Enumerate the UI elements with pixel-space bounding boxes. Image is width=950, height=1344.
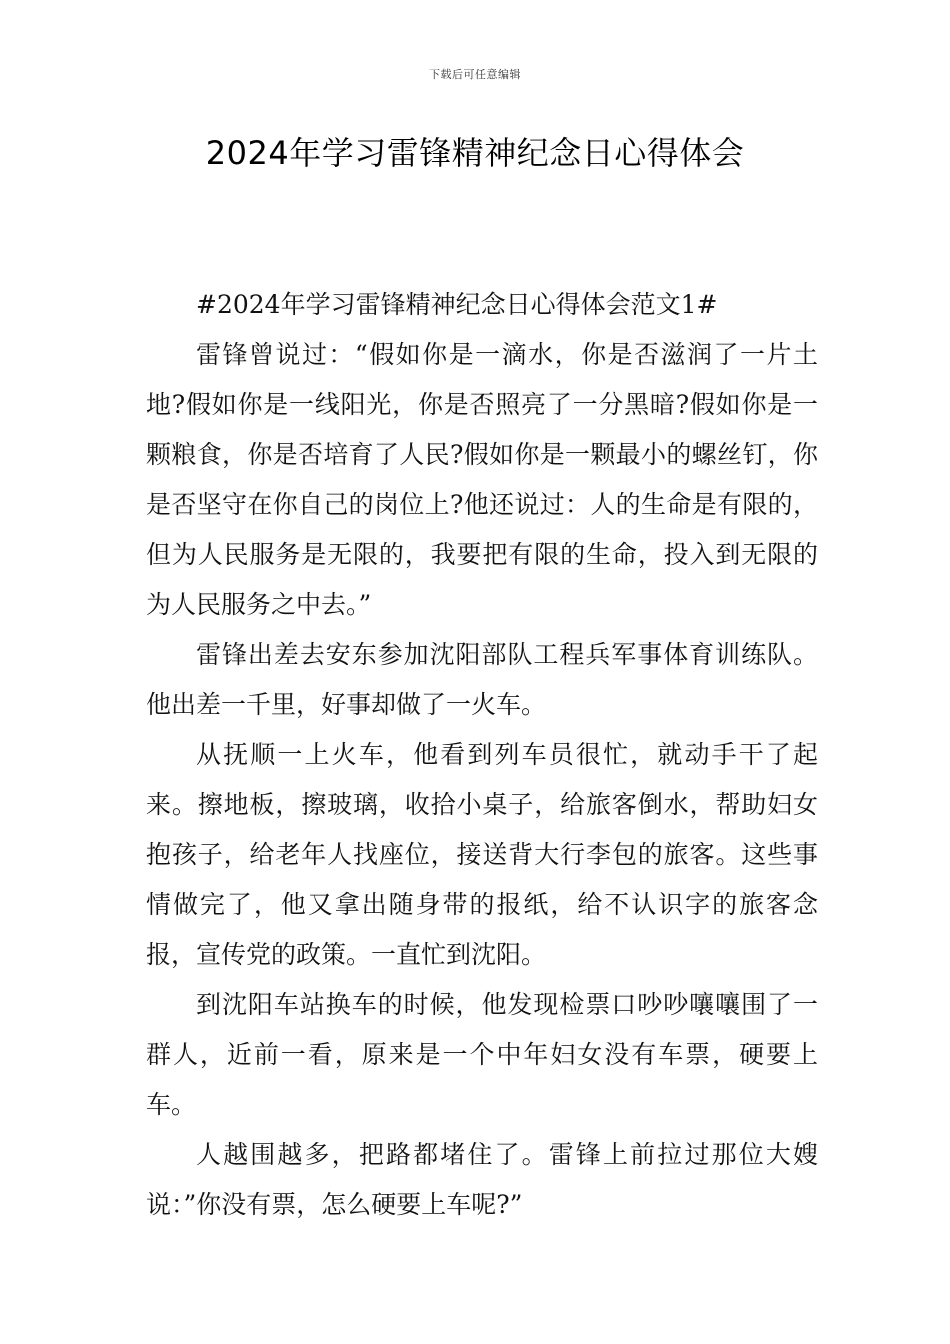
- paragraph-3: 从抚顺一上火车，他看到列车员很忙，就动手干了起来。擦地板，擦玻璃，收拾小桌子，给旅客倒水，帮助妇女抱孩子，给老年人找座位，接送背大行李包的旅客。这些事情做完了，他又拿出随身带的报纸，给不认识字的旅客念报，宣传党的政策。一直忙到沈阳。: [146, 740, 818, 969]
- paragraph-1: 雷锋曾说过：“假如你是一滴水，你是否滋润了一片土地?假如你是一线阳光，你是否照亮了一分黑暗?假如你是一颗粮食，你是否培育了人民?假如你是一颗最小的螺丝钉，你是否坚守在你自己的岗位上?他还说过：人的生命是有限的，但为人民服务是无限的，我要把有限的生命，投入到无限的为人民服务之中去。”: [146, 340, 818, 619]
- paragraph-5: 人越围越多，把路都堵住了。雷锋上前拉过那位大嫂说：”你没有票，怎么硬要上车呢?”: [146, 1140, 818, 1219]
- paragraph-4: 到沈阳车站换车的时候，他发现检票口吵吵嚷嚷围了一群人，近前一看，原来是一个中年妇女没有车票，硬要上车。: [146, 990, 818, 1119]
- document-title: 2024年学习雷锋精神纪念日心得体会: [205, 134, 745, 172]
- section-heading: #2024年学习雷锋精神纪念日心得体会范文1#: [196, 290, 718, 319]
- paragraph-2: 雷锋出差去安东参加沈阳部队工程兵军事体育训练队。他出差一千里，好事却做了一火车。: [146, 640, 818, 719]
- header-note: 下载后可任意编辑: [429, 68, 521, 81]
- document-body: [146, 280, 818, 1230]
